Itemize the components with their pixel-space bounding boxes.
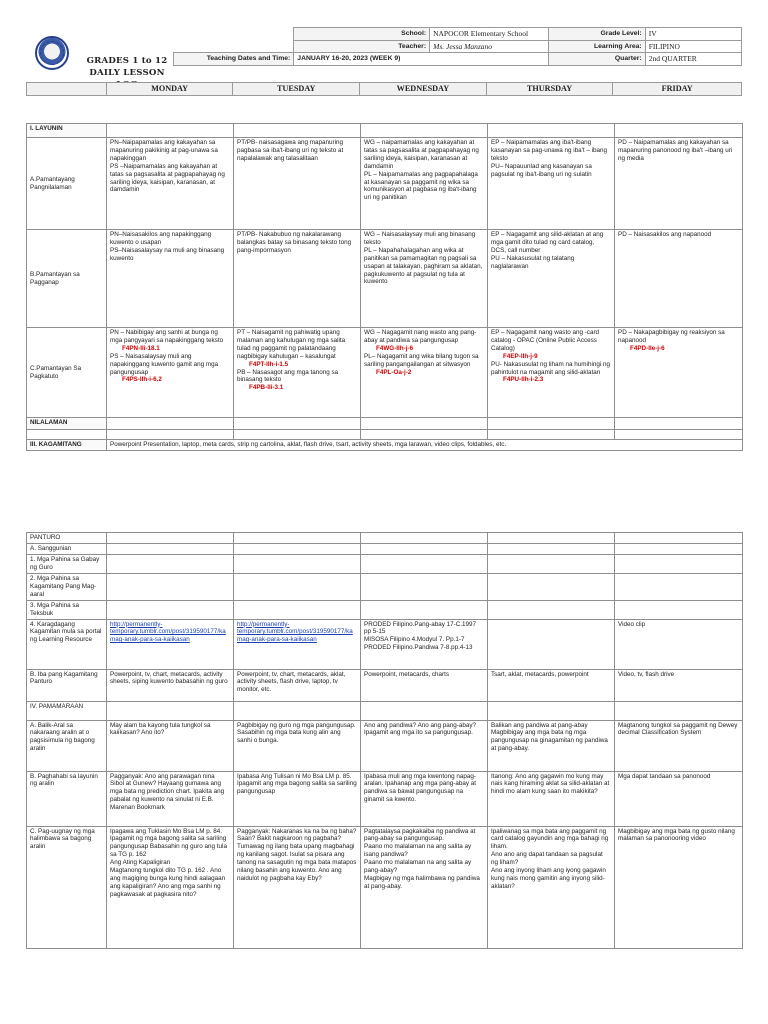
table-row [27,418,743,430]
table-cell: Ipabasa Ang Tulisan ni Mo Bsa LM p. 85. Ipagamit ang mga bagong salita sa sariling pangungusap [234,771,361,826]
table-cell: EP – Nagagamit ang silid-aklatan at ang mga gamit dito tulad ng card catalog, DCS, call number PU – Nakasusulat ng talatang naglalarawan [488,230,615,328]
day-thursday: THURSDAY [487,83,614,95]
table-cell: PRODED Filipino.Pang-abay 17-C.1997 pp 5-15 MISOSA Filipino 4.Modyul 7. Pp.1-7 PRODED Filipino.Pandiwa 7-8.pp.4-13 [361,619,488,669]
table-row [27,543,743,554]
competency-code: F4PN-IIi-18.1 [122,344,160,352]
table-row [27,826,743,948]
table-cell: May alam ba kayong tula tungkol sa kaiikasan? Ano ito? [107,720,234,771]
table-cell: Ano ang pandiwa? Ano ang pang-abay? Ipagamit ang mga ito sa pangungusap. [361,720,488,771]
table-row [27,554,743,573]
quarter-value: 2nd QUARTER [645,53,741,66]
teacher-value: Ms. Jessa Manzano [430,40,548,53]
grade-level-label: Grade Level: [548,28,645,41]
panturo-table [26,532,743,949]
teaching-dates-label: Teaching Dates and Time: [174,53,294,66]
competency-code: F4PD-IIe-j-6 [630,344,665,352]
day-label-spacer [27,83,107,95]
row-label: C. Pag-uugnay ng mga halimbawa sa bagong aralin [27,826,107,948]
kagamitan-label: III. KAGAMITANG [27,440,107,451]
table-row [27,230,743,328]
competency-text: PS – Naisasalaysay muli ang napakinggang kuwento gamit ang mga pangungusap [110,352,219,376]
table-cell: Ipabasa muli ang mga kwentong napag-aralan. Ipahanap ang mga pang-abay at pandiwa sa bawat pangungusap na ginamit sa kwento. [361,771,488,826]
table-cell: Video, tv, flash drive [615,669,743,701]
table-cell: WG – naipamamalas ang kakayahan at tatas sa pagsasalita at pagpapahayag ng sariling ideya, kaisipan, karanasan at damdamin PL – Naipamamalas ang pagpapahalaga at kasanayan sa paggamit ng wika sa komunikasyon at pagbasa ng iba't-ibang uri ng panitikan [361,138,488,230]
row-label: 4. Karagdagang Kagamitan mula sa portal ng Learning Resource [27,619,107,669]
row-label: A.Pamantayang Pangnilalaman [27,138,107,230]
table-row [27,533,743,544]
table-cell: PT/PB- naisasagawa ang mapanuring pagbasa sa iba't-ibang uri ng teksto at napalalawak ang talasalitaan [234,138,361,230]
day-tuesday: TUESDAY [233,83,360,95]
competency-code: F4PL-Oa-j-2 [376,368,412,376]
table-cell: WG – Naisasalaysay muli ang binasang teksto PL – Napahahalagahan ang wika at panitikan sa pamamagitan ng pagsali sa usapan at talakayan, paghiram sa aklatan, pagkukuwento at pagsulat ng tula at kuwento [361,230,488,328]
competency-text: PD – Nakapagbibigay ng reaksiyon sa napanood [618,329,725,344]
school-value: NAPOCOR Elementary School [430,28,548,41]
table-row [27,720,743,771]
table-row [27,430,743,440]
table-cell: Video clip [615,619,743,669]
row-label: 2. Mga Pahina sa Kagamitang Pang Mag-aaral [27,573,107,600]
header-info-table [173,27,742,66]
table-cell: PN–Naipapamalas ang kakayahan sa mapanuring pakikinig at pag-unawa sa napakinggan PS –Naipamamalas ang kakayahan at tatas sa pagsasalita at pagpapahayag ng sariling ideya, kaisipan, karanasan, at damdamin [107,138,234,230]
table-cell: Itanong: Ano ang gagawin mo kung may nais kang hiraming aklat sa silid-aklatan at hindi mo alam kung saan ito makikita? [488,771,615,826]
teaching-dates-value: JANUARY 16-20, 2023 (WEEK 9) [294,53,548,66]
table-cell [361,328,488,418]
table-cell [234,328,361,418]
row-label: A. Balik-Aral sa nakaraang aralin at o pagsisimula ng bagong aralin [27,720,107,771]
layunin-heading: I. LAYUNIN [27,124,107,138]
day-wednesday: WEDNESDAY [360,83,487,95]
table-cell: Magbibigay ang mga bata ng gusto nilang malaman sa panonooring video [615,826,743,948]
competency-code: F4EP-IIh-j-9 [503,352,538,360]
grade-level-value: IV [645,28,741,41]
resource-link[interactable]: http://permanently-temporary.tumblr.com/post/319590177/kamag-anak-para-sa-kaiikasan [234,619,361,669]
table-cell: Balikan ang pandiwa at pang-abay Magbibigay ang mga bata ng mga pangungusap na ginagamitan ng pandiwa at pang-abay. [488,720,615,771]
weekday-header-row [26,82,742,96]
competency-text: PT – Naisagamit ng pahiwatig upang malaman ang kahulugan ng mga salita tulad ng paggamit ng palatandaang nagbibigay kahulugan – kasalungat [237,329,346,360]
teacher-label: Teacher: [294,40,430,53]
row-label: IV. PAMAMARAAN [27,701,107,720]
competency-text: PL– Nagagamit ang wika bilang tugon sa sariling pangangailangan at sitwasyon [364,352,479,368]
table-cell: Pagganyak: Nakaranas ka na ba ng baha? Saan? Bakit nagkaroon ng pagbaha? Tumawag ng ilang bata upang magbahagi ng kanilang sagot. Isulat sa pisara ang tanong na sasagutin ng mga bata matapos nilang basahin ang kuwento. Ano ang naidulot ng pagbaha kay Eby? [234,826,361,948]
table-row [27,669,743,701]
day-friday: FRIDAY [661,84,693,93]
kagamitan-text: Powerpoint Presentation, laptop, meta cards, strip ng cartolina, aklat, flash drive, tsart, activity sheets, mga larawan, video clips, foldables, etc. [107,440,743,451]
table-cell: Ipaliwanag sa mga bata ang paggamit ng card catalog gayundin ang mga bahagi ng liham. Ano ano ang dapat tandaan sa pagsulat ng liham? Ano ang inyong liham ang iyong gagawin kung nais mong gamitin ang inyong silid-aklatan? [488,826,615,948]
school-label: School: [294,28,430,41]
learning-area-label: Learning Area: [548,40,645,53]
row-label: B. Paghahabi sa layunin ng aralin [27,771,107,826]
table-row [27,771,743,826]
table-cell: PT/PB- Nakabubuo ng nakalarawang balangkas batay sa binasang teksto tong pang-impormasyon [234,230,361,328]
table-cell: PN–Naisasakilos ang napakinggang kuwento o usapan PS–Naisasalaysay na muli ang binasang kuwento [107,230,234,328]
row-label: A. Sanggunian [27,543,107,554]
title-line-2: DAILY LESSON [89,68,165,78]
table-cell: Ipagawa ang Tuklasin Mo Bsa LM p. 84. Ipagamit ng mga bagong salita sa sariling pangungusap Babasahin ng guro ang tula sa TG p. 162 Ang Ating Kapaligiran Magtanong tungkol dito TG p. 162 . Ano ang magiging bunga kung hindi aalagaan ang kapaligiran? Ano ang mga sanhi ng pagkawasak at pagkasira nito? [107,826,234,948]
table-row [27,619,743,669]
table-cell: Mga dapat tandaan sa panonood [615,771,743,826]
resource-link[interactable]: http://permanently-temporary.tumblr.com/post/319590177/kamag-anak-para-sa-kaiikasan [107,619,234,669]
competency-code: F4WG-IIh-j-6 [376,344,414,352]
quarter-label: Quarter: [548,53,645,66]
table-cell: Powerpoint, tv, chart, metacards, activity sheets, siping kuwento babasahin ng guro [107,669,234,701]
competency-code: F4PS-IIh-i-6.2 [122,376,162,384]
competency-code: F4PU-IIh-i-2.3 [503,376,544,384]
table-row [27,600,743,619]
competency-text: WG – Nagagamit nang wasto ang pang-abay at pandiwa sa pangungusap [364,329,477,344]
competency-code: F4PB-IIi-3.1 [249,384,284,392]
row-label: B. Iba pang Kagamitang Panturo [27,669,107,701]
table-cell: EP – Naipamamalas ang iba't-ibang kasanayan sa pag-unawa ng iba't – ibang teksto PU– Napauunlad ang kasanayan sa pagsulat ng iba't-ibang uri ng sulatin [488,138,615,230]
table-cell: Pagganyak: Ano ang parawagan nina Sibol at Gunew? Hayaang gumawa ang mga bata ng prediction chart. Ipakita ang pabalat ng kuwento na sinulat ni E.B. Marenan Bookmark [107,771,234,826]
competency-text: PB – Nasasagot ang mga tanong sa binasang teksto [237,368,339,384]
table-cell: Powerpoint, metacards, charts [361,669,488,701]
title-line-1: GRADES 1 to 12 [86,56,168,66]
table-cell [488,619,615,669]
table-cell: Tsart, aklat, metacards, powerpoint [488,669,615,701]
table-cell [488,328,615,418]
competency-code: F4PT-IIh-i-1.5 [249,360,289,368]
deped-seal-icon [35,36,69,70]
table-cell: Pagtatalaysa pagkakaiba ng pandiwa at pang-abay sa pangungusap. Paano mo malalaman na ang salita ay isang pandiwa? Paano mo malalaman na ang salita ay pang-abay? Magbigay ng mga halimbawa ng pandiwa at pang-abay. [361,826,488,948]
panturo-heading: PANTURO [27,533,107,544]
competency-text: EP – Nagagamit nang wasto ang -card catalog - OPAC (Online Public Access Catalog) [491,329,600,352]
table-row [27,440,743,451]
table-row [27,328,743,418]
table-cell: Pagbibigay ng guro ng mga pangungusap. Sasabihin ng mga bata kung alin ang sanhi o bunga. [234,720,361,771]
competency-text: PU- Nakasusulat ng liham na humihingi ng pahintulot na magamit ang silid-aklatan [491,360,611,376]
row-label: 1. Mga Pahina sa Gabay ng Guro [27,554,107,573]
table-cell: Magtanong tungkol sa paggamit ng Dewey decimal Classification System [615,720,743,771]
table-cell: PD – Naisasakilos ang napanood [615,230,743,328]
row-label: B.Pamantayan sa Pagganap [27,230,107,328]
table-row [27,701,743,720]
lesson-log-header [26,27,742,107]
table-cell [615,328,743,418]
table-cell: PD – Naipamamalas ang kakayahan sa mapanuring panonood ng iba't –ibang uri ng media [615,138,743,230]
competency-text: PN – Nabibigay ang sanhi at bunga ng mga pangyayari sa napakinggang teksto [110,329,224,344]
learning-area-value: FILIPINO [645,40,741,53]
row-label: 3. Mga Pahina sa Teksbuk [27,600,107,619]
row-label: C.Pamantayan Sa Pagkatuto [27,328,107,418]
nilalaman-label: NILALAMAN [27,418,107,430]
table-row [27,138,743,230]
layunin-table [26,123,743,451]
day-monday: MONDAY [107,83,234,95]
table-cell: Powerpoint, tv, chart, metacards, aklat, activity sheets, flash drive, laptop, tv monitor, etc. [234,669,361,701]
table-cell [107,328,234,418]
table-row [27,573,743,600]
